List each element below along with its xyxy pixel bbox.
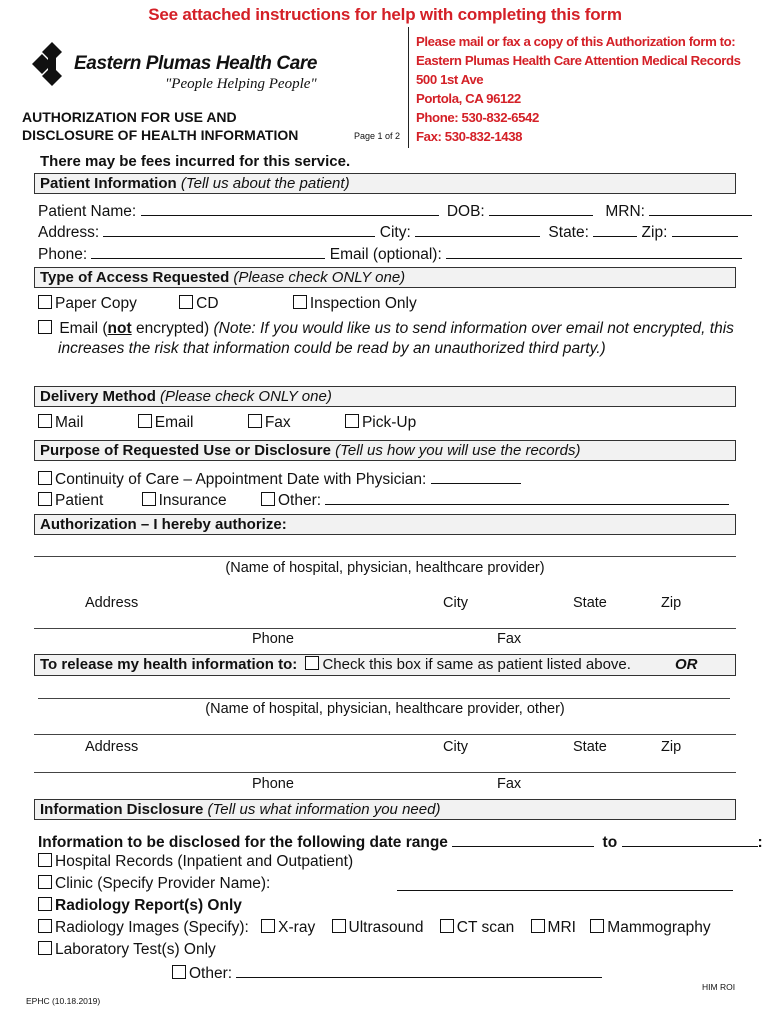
date-colon: : xyxy=(757,834,763,851)
authorize-address-label: Address xyxy=(85,595,139,611)
section-title: Delivery Method xyxy=(40,388,156,405)
pickup-checkbox[interactable] xyxy=(345,414,359,428)
paper-copy-checkbox[interactable] xyxy=(38,295,52,309)
or-label: OR xyxy=(675,656,698,673)
zip-field[interactable] xyxy=(672,222,738,237)
release-city-label: City xyxy=(443,739,468,755)
authorize-state-label: State xyxy=(573,595,607,611)
continuity-row xyxy=(38,469,521,489)
authorization-section-header xyxy=(34,514,736,535)
delivery-section-header xyxy=(34,386,736,407)
mail-label: Mail xyxy=(55,414,84,431)
patient-phone-row xyxy=(38,244,742,264)
form-title xyxy=(22,108,298,144)
form-code: HIM ROI xyxy=(702,982,736,992)
email-checkbox[interactable] xyxy=(138,414,152,428)
mail-line: Please mail or fax a copy of this Authorization form to: xyxy=(416,34,736,49)
date-range-label: Information to be disclosed for the following date range xyxy=(38,834,448,851)
mri-label: MRI xyxy=(547,919,576,936)
authorize-name-line[interactable] xyxy=(34,556,736,557)
authorize-name-label: (Name of hospital, physician, healthcare provider) xyxy=(225,560,545,576)
mail-line: Eastern Plumas Health Care Attention Medical Records xyxy=(416,53,741,68)
insurance-label: Insurance xyxy=(158,492,227,509)
mail-line: Phone: 530-832-6542 xyxy=(416,110,539,125)
same-as-patient-label: Check this box if same as patient listed above. xyxy=(322,656,631,673)
cd-checkbox[interactable] xyxy=(179,295,193,309)
xray-label: X-ray xyxy=(278,919,316,936)
section-title: Purpose of Requested Use or Disclosure xyxy=(40,442,331,459)
dob-field[interactable] xyxy=(489,201,593,216)
release-name-line[interactable] xyxy=(38,698,730,699)
fax-checkbox[interactable] xyxy=(248,414,262,428)
email-unencrypted-checkbox[interactable] xyxy=(38,320,52,334)
other-purpose-checkbox[interactable] xyxy=(261,492,275,506)
radiology-images-checkbox[interactable] xyxy=(38,919,52,933)
cd-label: CD xyxy=(196,295,219,312)
access-row xyxy=(38,295,417,313)
form-title-line2: DISCLOSURE OF HEALTH INFORMATION xyxy=(22,127,299,143)
lab-label: Laboratory Test(s) Only xyxy=(55,941,216,958)
release-address-line[interactable] xyxy=(34,734,736,735)
address-field[interactable] xyxy=(103,222,375,237)
mail-instructions xyxy=(416,32,741,146)
fax-label: Fax xyxy=(264,414,291,431)
email-note-line1: (Note: If you would like us to send information over email not encrypted, this xyxy=(213,320,734,337)
clinic-checkbox[interactable] xyxy=(38,875,52,889)
mail-line: 500 1st Ave xyxy=(416,72,484,87)
other-disclosure-checkbox[interactable] xyxy=(172,965,186,979)
section-title: To release my health information to: xyxy=(40,656,298,673)
mammography-label: Mammography xyxy=(607,919,711,936)
state-label: State: xyxy=(548,224,589,241)
date-from-field[interactable] xyxy=(452,832,594,847)
section-title: Information Disclosure xyxy=(40,801,204,818)
lab-checkbox[interactable] xyxy=(38,941,52,955)
mail-line: Fax: 530-832-1438 xyxy=(416,129,523,144)
continuity-label: Continuity of Care – Appointment Date with Physician: xyxy=(55,471,427,488)
date-range-row xyxy=(38,832,763,852)
release-section-header xyxy=(34,654,736,676)
release-phone-line[interactable] xyxy=(34,772,736,773)
inspection-label: Inspection Only xyxy=(309,295,417,312)
delivery-row xyxy=(38,414,416,432)
section-title: Patient Information xyxy=(40,175,177,192)
clinic-row xyxy=(38,875,270,893)
patient-address-row xyxy=(38,222,738,242)
authorize-zip-label: Zip xyxy=(661,595,682,611)
clinic-provider-field[interactable] xyxy=(397,890,733,891)
email-label: Email (optional): xyxy=(329,246,442,263)
mail-line: Portola, CA 96122 xyxy=(416,91,521,106)
state-field[interactable] xyxy=(593,222,637,237)
radiology-reports-checkbox[interactable] xyxy=(38,897,52,911)
hospital-records-label: Hospital Records (Inpatient and Outpatient) xyxy=(55,853,354,870)
section-note: (Tell us what information you need) xyxy=(207,801,441,818)
section-note: (Please check ONLY one) xyxy=(160,388,332,405)
radiology-images-label: Radiology Images (Specify): xyxy=(55,919,249,936)
hospital-row xyxy=(38,853,353,871)
mail-checkbox[interactable] xyxy=(38,414,52,428)
logo-name: Eastern Plumas Health Care xyxy=(74,53,318,74)
email-option-post: encrypted) xyxy=(131,320,210,337)
other-disclosure-field[interactable] xyxy=(236,963,602,978)
ultrasound-checkbox[interactable] xyxy=(332,919,346,933)
release-fax-label: Fax xyxy=(497,776,522,792)
date-to-label: to xyxy=(602,834,618,851)
clinic-label: Clinic (Specify Provider Name): xyxy=(55,875,271,892)
patient-purpose-checkbox[interactable] xyxy=(38,492,52,506)
phone-label: Phone: xyxy=(38,246,88,263)
ct-label: CT scan xyxy=(456,919,515,936)
paper-copy-label: Paper Copy xyxy=(55,295,137,312)
mrn-label: MRN: xyxy=(605,203,645,220)
email-delivery-label: Email xyxy=(154,414,194,431)
authorize-fax-label: Fax xyxy=(497,631,522,647)
release-zip-label: Zip xyxy=(661,739,682,755)
logo-tagline: "People Helping People" xyxy=(165,76,317,92)
section-title: Type of Access Requested xyxy=(40,269,230,286)
radiology-reports-label: Radiology Report(s) Only xyxy=(55,897,242,914)
mammography-checkbox[interactable] xyxy=(590,919,604,933)
hospital-records-checkbox[interactable] xyxy=(38,853,52,867)
date-to-field[interactable] xyxy=(622,832,758,847)
section-note: (Tell us how you will use the records) xyxy=(335,442,581,459)
email-note-line2: increases the risk that information could be read by an unauthorized third party.) xyxy=(58,340,606,357)
phone-field[interactable] xyxy=(91,244,325,259)
continuity-checkbox[interactable] xyxy=(38,471,52,485)
dob-label: DOB: xyxy=(446,203,485,220)
form-title-line1: AUTHORIZATION FOR USE AND xyxy=(22,109,237,125)
ultrasound-label: Ultrasound xyxy=(348,919,424,936)
ct-checkbox[interactable] xyxy=(440,919,454,933)
release-address-label: Address xyxy=(85,739,139,755)
city-label: City: xyxy=(379,224,411,241)
patient-name-label: Patient Name: xyxy=(38,203,137,220)
release-state-label: State xyxy=(573,739,607,755)
zip-label: Zip: xyxy=(641,224,668,241)
section-note: (Please check ONLY one) xyxy=(233,269,406,286)
access-section-header xyxy=(34,267,736,288)
pickup-label: Pick-Up xyxy=(361,414,417,431)
other-disclosure-row xyxy=(172,963,602,983)
other-purpose-label: Other: xyxy=(277,492,322,509)
access-email-row xyxy=(38,320,734,338)
page-number: Page 1 of 2 xyxy=(354,131,401,141)
instructions-banner: See attached instructions for help with completing this form xyxy=(148,5,622,24)
email-field[interactable] xyxy=(446,244,742,259)
logo-icon xyxy=(30,40,74,90)
purpose-section-header xyxy=(34,440,736,461)
city-field[interactable] xyxy=(415,222,540,237)
disclosure-section-header xyxy=(34,799,736,820)
fees-note: There may be fees incurred for this service. xyxy=(40,153,351,170)
other-disclosure-label: Other: xyxy=(189,965,233,982)
email-option-not: not xyxy=(107,320,132,337)
form-id: EPHC (10.18.2019) xyxy=(26,996,101,1006)
radiology-reports-row xyxy=(38,897,242,915)
appointment-date-field[interactable] xyxy=(431,469,521,484)
email-option-pre: Email ( xyxy=(59,320,108,337)
xray-checkbox[interactable] xyxy=(261,919,275,933)
patient-section-header xyxy=(34,173,736,194)
address-label: Address: xyxy=(38,224,100,241)
patient-name-field[interactable] xyxy=(141,201,439,216)
header-divider xyxy=(408,27,409,148)
mri-checkbox[interactable] xyxy=(531,919,545,933)
inspection-checkbox[interactable] xyxy=(293,295,307,309)
same-as-patient-checkbox[interactable] xyxy=(305,656,319,670)
release-phone-label: Phone xyxy=(252,776,294,792)
lab-row xyxy=(38,941,216,959)
section-note: (Tell us about the patient) xyxy=(180,175,350,192)
authorize-city-label: City xyxy=(443,595,468,611)
radiology-images-row xyxy=(38,919,711,937)
authorize-phone-label: Phone xyxy=(252,631,294,647)
mrn-field[interactable] xyxy=(649,201,752,216)
authorize-phone-line[interactable] xyxy=(34,628,736,629)
patient-name-row xyxy=(38,201,752,221)
insurance-checkbox[interactable] xyxy=(142,492,156,506)
patient-purpose-label: Patient xyxy=(55,492,104,509)
purpose-row xyxy=(38,490,729,510)
release-name-label: (Name of hospital, physician, healthcare provider, other) xyxy=(205,701,565,717)
other-purpose-field[interactable] xyxy=(325,490,729,505)
section-title: Authorization – I hereby authorize: xyxy=(40,516,287,533)
